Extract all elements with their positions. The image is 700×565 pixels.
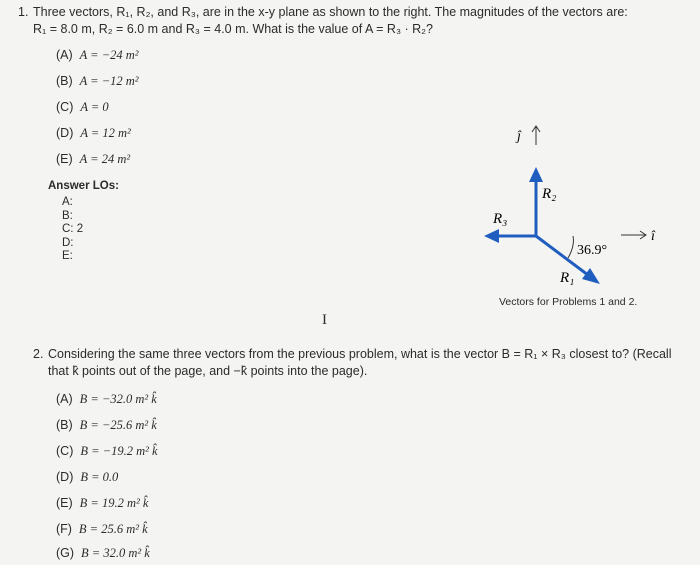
i-axis-arrow-icon xyxy=(621,231,646,239)
problem-1-number: 1. xyxy=(18,5,29,19)
r2-arrowhead-icon xyxy=(529,167,543,182)
r1-label: R₁ xyxy=(560,270,575,286)
problem-2-option-g: (G) B = 32.0 m² k̂ xyxy=(56,546,150,560)
problem-2-option-c: (C) B = −19.2 m² k̂ xyxy=(56,444,158,458)
vector-diagram xyxy=(460,115,690,315)
answer-lo-c: C: 2 xyxy=(62,223,84,235)
j-label: ĵ xyxy=(517,129,521,144)
answer-lo-b: B: xyxy=(62,210,73,222)
problem-2-option-f: (F) B = 25.6 m² k̂ xyxy=(56,522,148,536)
problem-1-option-a: (A) A = −24 m² xyxy=(56,48,139,62)
i-label: î xyxy=(651,229,655,244)
problem-2-option-e: (E) B = 19.2 m² k̂ xyxy=(56,496,149,510)
answer-lo-e: E: xyxy=(62,250,73,262)
answer-lo-a: A: xyxy=(62,196,73,208)
answer-lo-d: D: xyxy=(62,237,74,249)
problem-2-text-line1: Considering the same three vectors from the previous problem, what is the vector B = R₁ × R₃ closest to? (Recall xyxy=(48,347,672,361)
angle-label: 36.9° xyxy=(577,243,608,258)
problem-2-option-b: (B) B = −25.6 m² k̂ xyxy=(56,418,157,432)
problem-1-text-line2: R₁ = 8.0 m, R₂ = 6.0 m and R₃ = 4.0 m. What is the value of A = R₃ · R₂? xyxy=(33,22,433,36)
diagram-caption: Vectors for Problems 1 and 2. xyxy=(499,296,638,308)
answer-los-title: Answer LOs: xyxy=(48,180,119,192)
problem-1-text-line1: Three vectors, R₁, R₂, and R₃, are in the x-y plane as shown to the right. The magnitudes of the vectors are: xyxy=(33,5,628,19)
problem-2-number: 2. xyxy=(33,347,44,361)
problem-2-option-d: (D) B = 0.0 xyxy=(56,470,119,484)
problem-1-option-d: (D) A = 12 m² xyxy=(56,126,131,140)
j-axis-arrow-icon xyxy=(532,126,540,145)
problem-1-option-b: (B) A = −12 m² xyxy=(56,74,139,88)
angle-arc xyxy=(568,236,573,258)
r3-arrowhead-icon xyxy=(484,229,499,243)
r3-label: R₃ xyxy=(493,211,508,227)
text-cursor-icon: I xyxy=(322,312,327,328)
problem-2-option-a: (A) B = −32.0 m² k̂ xyxy=(56,392,157,406)
problem-2-text-line2: that k̂ points out of the page, and −k̂ points into the page). xyxy=(48,364,368,378)
problem-1-option-e: (E) A = 24 m² xyxy=(56,152,131,166)
r1-arrowhead-icon xyxy=(582,268,600,284)
problem-1-option-c: (C) A = 0 xyxy=(56,100,109,114)
r2-label: R₂ xyxy=(542,186,557,202)
